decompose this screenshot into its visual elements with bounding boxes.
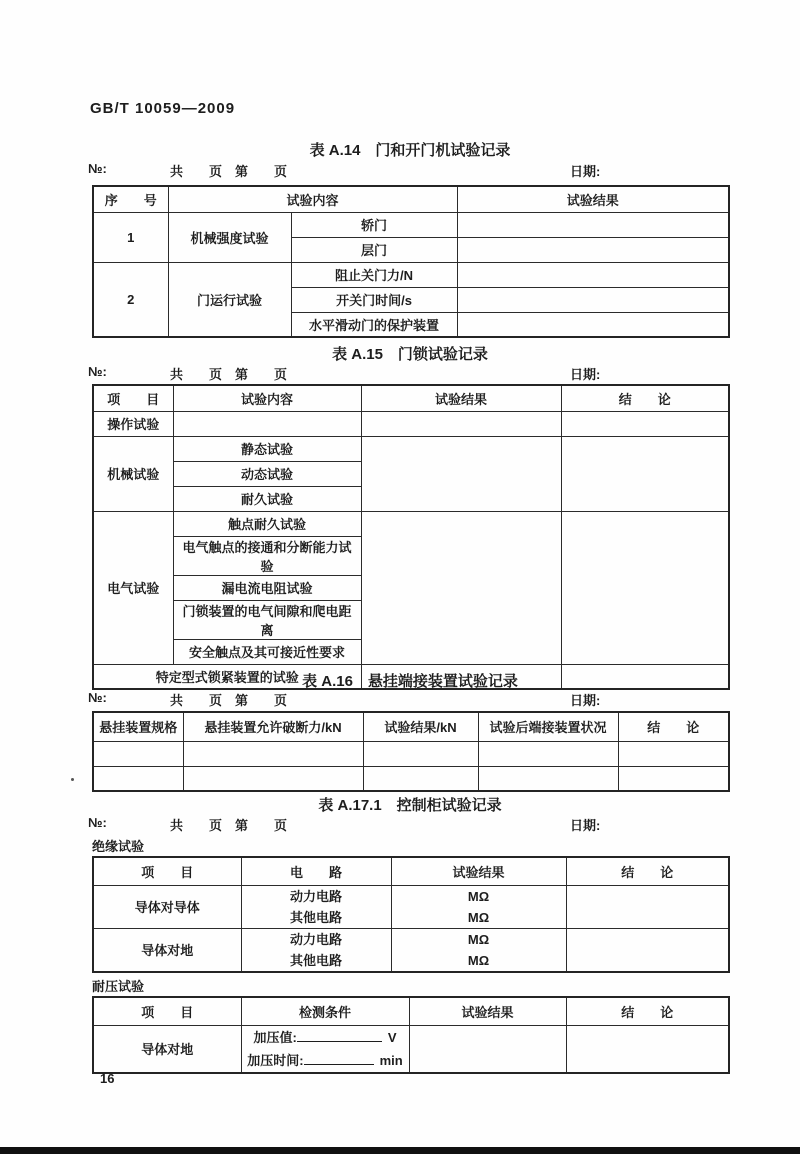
cell-conclusion-empty <box>561 511 729 664</box>
cell-content: 门锁装置的电气间隙和爬电距离 <box>173 600 361 639</box>
blank-line <box>304 1052 374 1065</box>
header-result: 试验结果 <box>361 385 561 411</box>
pages-label: 共 页 第 页 <box>170 367 288 382</box>
date-label: 日期: <box>570 367 601 382</box>
table-row <box>93 885 729 928</box>
cell-content: 触点耐久试验 <box>173 511 361 536</box>
header-spec: 悬挂装置规格 <box>93 712 183 741</box>
table-row <box>93 436 729 461</box>
condition-label: 加压时间: <box>247 1052 304 1068</box>
standard-number: GB/T 10059—2009 <box>90 100 236 117</box>
cell-result-empty <box>457 237 729 262</box>
no-label: №: <box>88 364 107 379</box>
cell-seq: 2 <box>93 262 168 337</box>
cell-result-empty <box>361 436 561 511</box>
condition-unit: min <box>379 1052 403 1068</box>
cell-result-empty <box>457 262 729 287</box>
table-a15-meta <box>88 364 728 382</box>
cell-result-empty <box>457 212 729 237</box>
header-result: 试验结果 <box>457 186 729 212</box>
circuit-line: 其他电路 <box>289 909 342 925</box>
cell-results <box>391 885 566 928</box>
cell-conditions <box>241 1025 409 1073</box>
header-result: 试验结果 <box>409 997 566 1025</box>
result-unit: MΩ <box>467 888 490 904</box>
cell-result-empty <box>361 411 561 436</box>
circuit-line: 动力电路 <box>289 931 342 947</box>
circuit-line: 其他电路 <box>289 952 342 968</box>
table-row <box>93 997 729 1025</box>
scan-edge-bar <box>0 1147 800 1154</box>
table-row <box>93 766 729 791</box>
date-label: 日期: <box>570 164 601 179</box>
header-conclusion: 结 论 <box>566 997 729 1025</box>
withstand-voltage-table <box>92 996 730 1074</box>
table-a14-title: 表 A.14 门和开门机试验记录 <box>309 142 511 159</box>
table-a17-meta <box>88 815 728 833</box>
cell-conclusion-empty <box>561 411 729 436</box>
table-row <box>93 262 729 287</box>
cell-empty <box>618 766 729 791</box>
cell-conclusion-empty <box>566 928 729 972</box>
header-seq: 序 号 <box>93 186 168 212</box>
cell-group-name: 电气试验 <box>93 511 173 664</box>
table-a16-meta <box>88 690 728 708</box>
no-label: №: <box>88 161 107 176</box>
cell-conclusion-empty <box>561 436 729 511</box>
table-a16 <box>92 711 730 792</box>
table-a14 <box>92 185 730 338</box>
insulation-test-table <box>92 856 730 973</box>
header-conclusion: 结 论 <box>566 857 729 885</box>
header-content: 试验内容 <box>173 385 361 411</box>
cell-empty <box>478 741 618 766</box>
table-a16-title: 表 A.16 悬挂端接装置试验记录 <box>302 673 518 690</box>
cell-item: 水平滑动门的保护装置 <box>291 312 457 337</box>
pages-label: 共 页 第 页 <box>170 693 288 708</box>
header-test-condition: 检测条件 <box>241 997 409 1025</box>
cell-empty <box>363 741 478 766</box>
cell-empty <box>478 766 618 791</box>
table-row <box>93 857 729 885</box>
condition-line <box>245 1049 406 1072</box>
no-label: №: <box>88 690 107 705</box>
table-row <box>93 511 729 536</box>
pages-label: 共 页 第 页 <box>170 164 288 179</box>
cell-content: 漏电流电阻试验 <box>173 575 361 600</box>
table-row <box>93 741 729 766</box>
cell-item: 阻止关门力/N <box>291 262 457 287</box>
no-label: №: <box>88 815 107 830</box>
cell-seq: 1 <box>93 212 168 262</box>
condition-unit: V <box>387 1029 397 1045</box>
header-circuit: 电 路 <box>241 857 391 885</box>
header-item: 项 目 <box>93 385 173 411</box>
cell-empty <box>183 741 363 766</box>
result-unit: MΩ <box>467 909 490 925</box>
cell-item: 导体对地 <box>93 928 241 972</box>
cell-empty <box>93 766 183 791</box>
result-unit: MΩ <box>467 931 490 947</box>
header-result: 试验结果/kN <box>363 712 478 741</box>
header-item: 项 目 <box>93 997 241 1025</box>
table-row <box>93 928 729 972</box>
cell-result-empty <box>457 287 729 312</box>
header-item: 项 目 <box>93 857 241 885</box>
date-label: 日期: <box>570 818 601 833</box>
table-row <box>93 186 729 212</box>
insulation-test-label: 绝缘试验 <box>92 839 145 854</box>
cell-item: 特定型式锁紧装置的试验 <box>93 664 361 689</box>
cell-empty <box>363 766 478 791</box>
header-conclusion: 结 论 <box>618 712 729 741</box>
table-row <box>93 212 729 237</box>
blank-line <box>297 1029 382 1042</box>
table-row <box>93 385 729 411</box>
cell-empty <box>93 741 183 766</box>
cell-item: 导体对导体 <box>93 885 241 928</box>
header-result: 试验结果 <box>391 857 566 885</box>
table-a15-title: 表 A.15 门锁试验记录 <box>332 346 488 363</box>
table-a17-title: 表 A.17.1 控制柜试验记录 <box>318 797 502 814</box>
cell-group-name: 机械强度试验 <box>168 212 291 262</box>
header-condition-after: 试验后端接装置状况 <box>478 712 618 741</box>
cell-results <box>391 928 566 972</box>
cell-circuits <box>241 885 391 928</box>
cell-content: 安全触点及其可接近性要求 <box>173 639 361 664</box>
withstand-voltage-label: 耐压试验 <box>92 979 145 994</box>
cell-item: 操作试验 <box>93 411 173 436</box>
table-row <box>93 411 729 436</box>
condition-label: 加压值: <box>253 1029 297 1045</box>
cell-content: 电气触点的接通和分断能力试验 <box>173 536 361 575</box>
table-row <box>93 712 729 741</box>
cell-empty <box>618 741 729 766</box>
cell-result-empty <box>457 312 729 337</box>
cell-result-empty <box>409 1025 566 1073</box>
result-unit: MΩ <box>467 952 490 968</box>
cell-content-empty <box>173 411 361 436</box>
pages-label: 共 页 第 页 <box>170 818 288 833</box>
table-a15 <box>92 384 730 690</box>
circuit-line: 动力电路 <box>289 888 342 904</box>
cell-conclusion-empty <box>566 1025 729 1073</box>
cell-empty <box>183 766 363 791</box>
cell-item: 开关门时间/s <box>291 287 457 312</box>
cell-content: 动态试验 <box>173 461 361 486</box>
cell-content: 耐久试验 <box>173 486 361 511</box>
page-number: 16 <box>100 1071 115 1086</box>
header-content: 试验内容 <box>168 186 457 212</box>
header-breaking-force: 悬挂装置允许破断力/kN <box>183 712 363 741</box>
condition-line <box>245 1026 406 1049</box>
cell-item: 轿门 <box>291 212 457 237</box>
cell-content: 静态试验 <box>173 436 361 461</box>
cell-circuits <box>241 928 391 972</box>
table-a14-meta <box>88 161 728 179</box>
cell-group-name: 门运行试验 <box>168 262 291 337</box>
cell-conclusion-empty <box>566 885 729 928</box>
scan-speck <box>71 778 74 781</box>
cell-result-empty <box>361 511 561 664</box>
cell-group-name: 机械试验 <box>93 436 173 511</box>
table-row <box>93 1025 729 1073</box>
cell-item: 层门 <box>291 237 457 262</box>
header-conclusion: 结 论 <box>561 385 729 411</box>
cell-item: 导体对地 <box>93 1025 241 1073</box>
date-label: 日期: <box>570 693 601 708</box>
